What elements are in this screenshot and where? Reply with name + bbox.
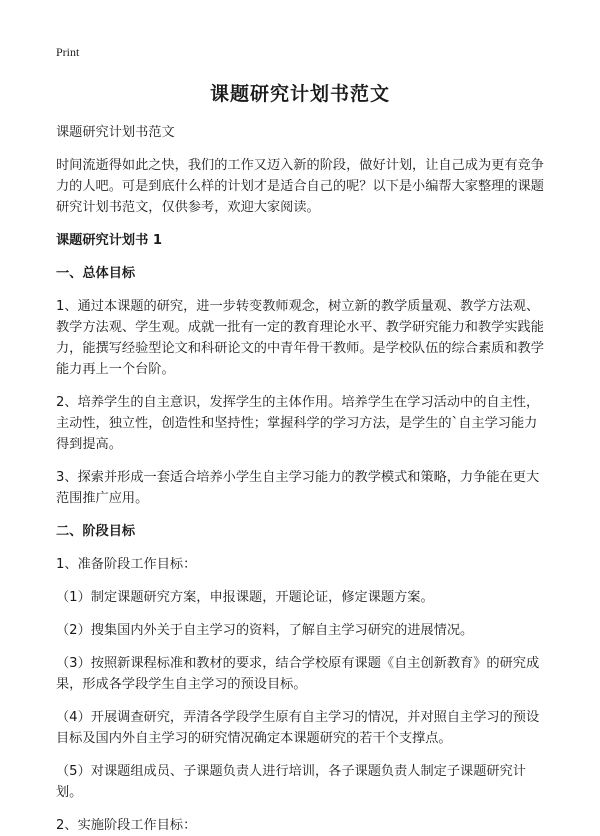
stage-1-label: 1、准备阶段工作目标： (56, 557, 197, 572)
section-title: 课题研究计划书 1 (56, 233, 163, 248)
page-title: 课题研究计划书范文 (209, 83, 390, 105)
stage-item: （2）搜集国内外关于自主学习的资料，了解自主学习研究的进展情况。 (56, 623, 474, 638)
stage-item: （3）按照新课程标准和教材的要求，结合学校原有课题《自主创新教育》的研究成果，形成各学段学生自主学习的预设目标。 (56, 656, 540, 692)
stage-2-label: 2、实施阶段工作目标： (56, 818, 197, 833)
print-link[interactable]: Print (56, 45, 80, 59)
stage-item: （5）对课题组成员、子课题负责人进行培训，各子课题负责人制定子课题研究计划。 (56, 764, 526, 800)
goal-paragraph-1: 1、通过本课题的研究，进一步转变教师观念，树立新的教学质量观、教学方法观、教学方法观、学生观。成就一批有一定的教育理论水平、教学研究能力和教学实践能力，能撰写经验型论文和科研论文的中青年骨干教师。是学校队伍的综合素质和教学能力再上一个台阶。 (56, 299, 544, 377)
heading-stage-goals: 二、阶段目标 (56, 524, 136, 539)
intro-paragraph: 时间流逝得如此之快，我们的工作又迈入新的阶段，做好计划，让自己成为更有竞争力的人吧。可是到底什么样的计划才是适合自己的呢？以下是小编帮大家整理的课题研究计划书范文，仅供参考，欢迎大家阅读。 (56, 158, 544, 215)
document-subtitle: 课题研究计划书范文 (56, 125, 175, 140)
stage-item: （1）制定课题研究方案，申报课题，开题论证，修定课题方案。 (56, 590, 434, 605)
goal-paragraph-3: 3、探索并形成一套适合培养小学生自主学习能力的教学模式和策略，力争能在更大范围推广应用。 (56, 470, 540, 506)
stage-item: （4）开展调查研究，弄清各学段学生原有自主学习的情况，并对照自主学习的预设目标及国内外自主学习的研究情况确定本课题研究的若干个支撑点。 (56, 710, 540, 746)
goal-paragraph-2: 2、培养学生的自主意识，发挥学生的主体作用。培养学生在学习活动中的自主性，主动性，独立性，创造性和坚持性；掌握科学的学习方法，是学生的`自主学习能力得到提高。 (56, 395, 540, 452)
heading-overall-goals: 一、总体目标 (56, 266, 136, 281)
